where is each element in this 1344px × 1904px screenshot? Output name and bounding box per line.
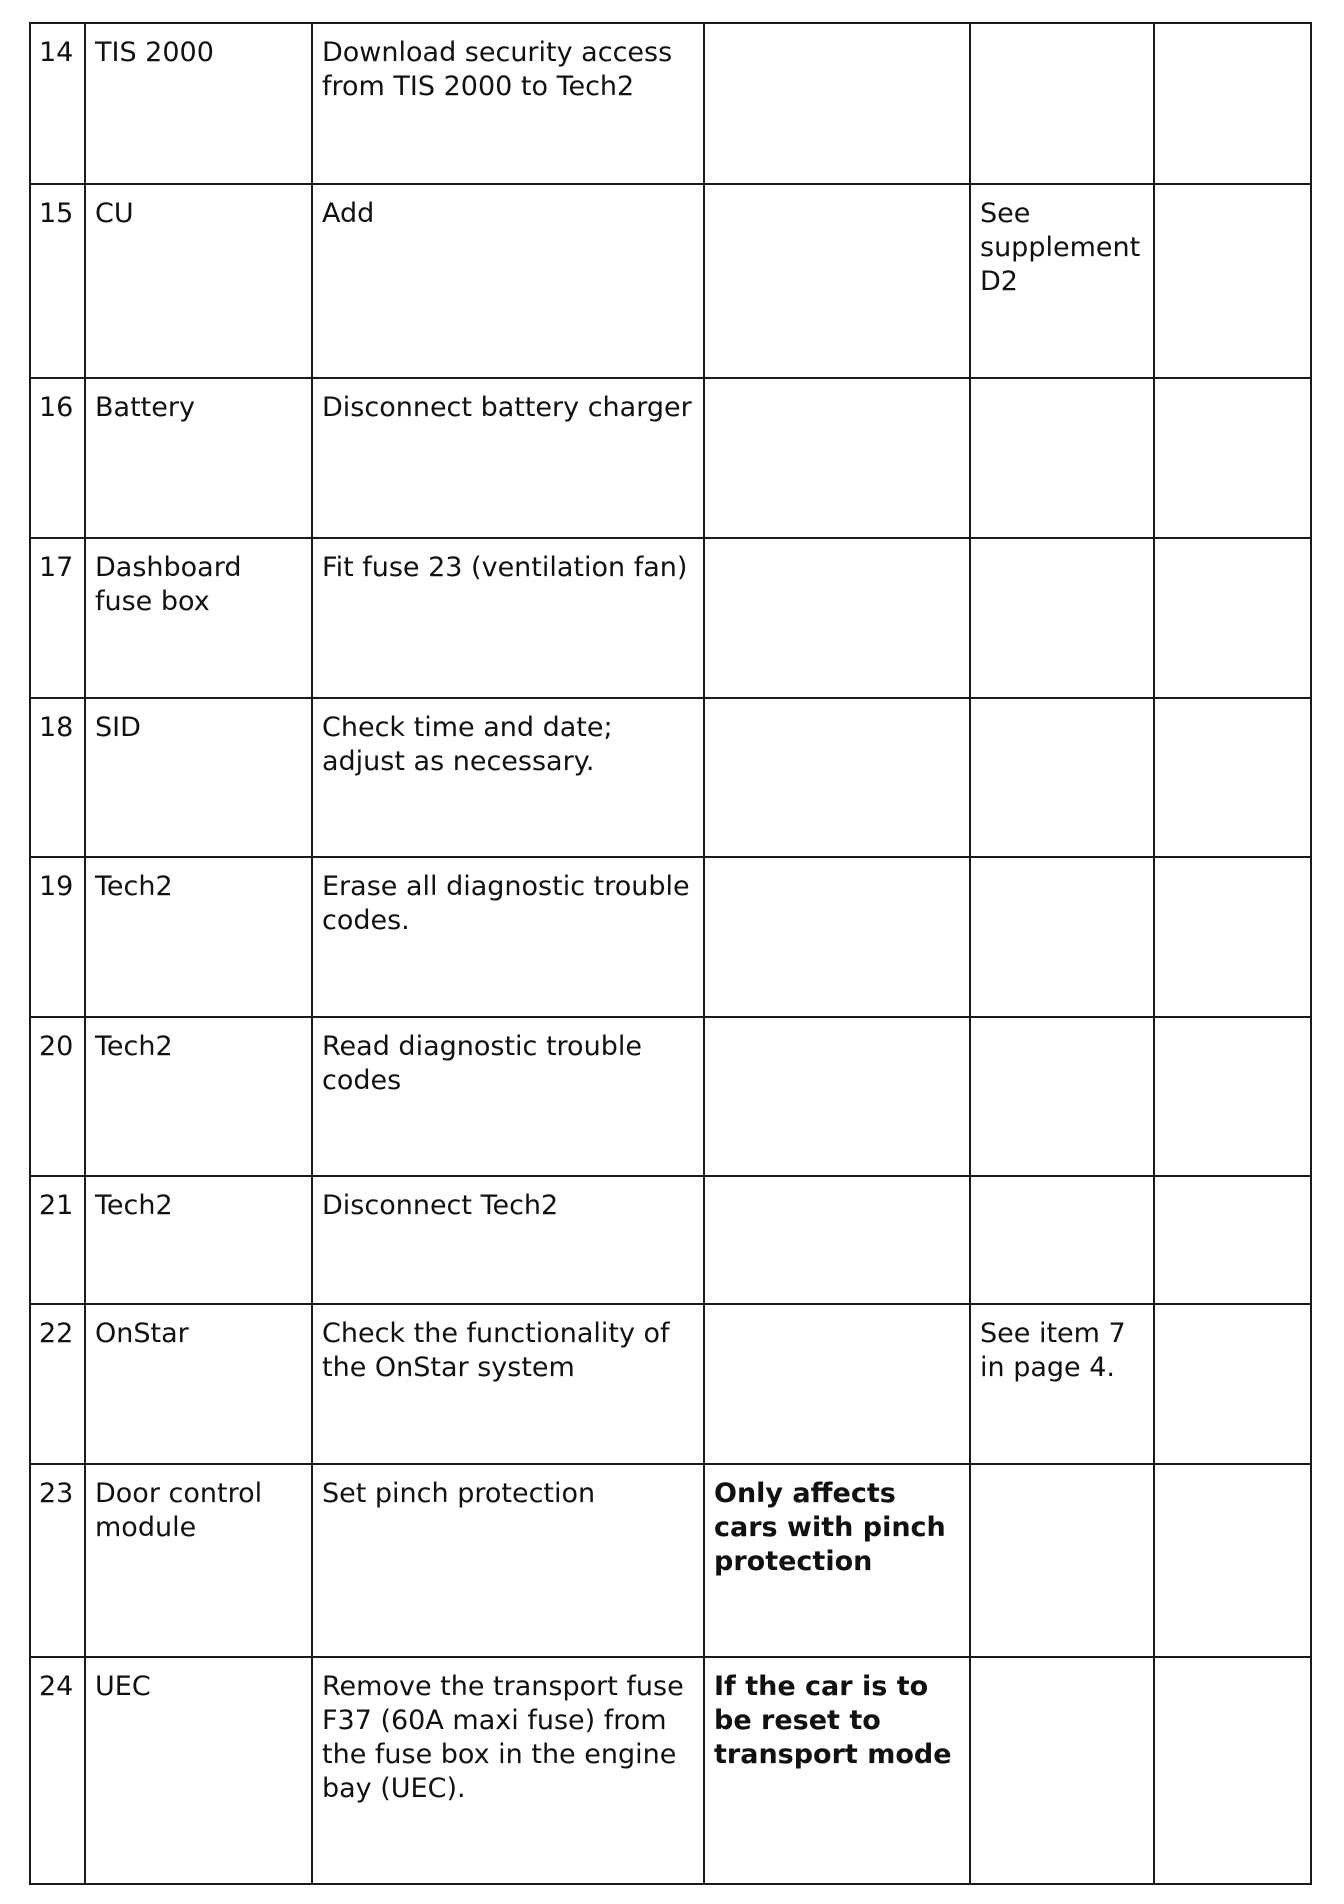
- remark-cell: [970, 23, 1154, 184]
- action-cell: Erase all diagnostic trouble codes.: [312, 857, 704, 1017]
- component-cell: Door control module: [85, 1464, 312, 1657]
- table-row: [30, 857, 1311, 1017]
- extra-cell: [1154, 1176, 1311, 1304]
- remark-cell: [970, 538, 1154, 698]
- note-cell: [704, 1017, 970, 1176]
- step-number: 17: [30, 538, 85, 698]
- step-number: 19: [30, 857, 85, 1017]
- note-cell: [704, 1304, 970, 1464]
- remark-cell: [970, 698, 1154, 857]
- component-cell: Tech2: [85, 1017, 312, 1176]
- remark-cell: [970, 378, 1154, 538]
- table-row: [30, 1304, 1311, 1464]
- extra-cell: [1154, 1017, 1311, 1176]
- component-cell: SID: [85, 698, 312, 857]
- remark-cell: [970, 1176, 1154, 1304]
- step-number: 21: [30, 1176, 85, 1304]
- remark-cell: [970, 857, 1154, 1017]
- table-row: [30, 378, 1311, 538]
- action-cell: Check the functionality of the OnStar system: [312, 1304, 704, 1464]
- extra-cell: [1154, 1464, 1311, 1657]
- action-cell: Add: [312, 184, 704, 378]
- table-row: [30, 184, 1311, 378]
- action-cell: Disconnect battery charger: [312, 378, 704, 538]
- extra-cell: [1154, 1657, 1311, 1884]
- remark-cell: [970, 1657, 1154, 1884]
- extra-cell: [1154, 857, 1311, 1017]
- table-row: [30, 538, 1311, 698]
- step-number: 22: [30, 1304, 85, 1464]
- note-cell: If the car is to be reset to transport mode: [704, 1657, 970, 1884]
- component-cell: OnStar: [85, 1304, 312, 1464]
- step-number: 15: [30, 184, 85, 378]
- table-row: [30, 698, 1311, 857]
- action-cell: Read diagnostic trouble codes: [312, 1017, 704, 1176]
- note-cell: [704, 698, 970, 857]
- step-number: 20: [30, 1017, 85, 1176]
- component-cell: UEC: [85, 1657, 312, 1884]
- step-number: 14: [30, 23, 85, 184]
- action-cell: Disconnect Tech2: [312, 1176, 704, 1304]
- action-cell: Download security access from TIS 2000 to Tech2: [312, 23, 704, 184]
- component-cell: Battery: [85, 378, 312, 538]
- remark-cell: See item 7 in page 4.: [970, 1304, 1154, 1464]
- action-cell: Set pinch protection: [312, 1464, 704, 1657]
- note-cell: [704, 184, 970, 378]
- table-row: [30, 1176, 1311, 1304]
- action-cell: Remove the transport fuse F37 (60A maxi fuse) from the fuse box in the engine bay (UEC).: [312, 1657, 704, 1884]
- procedure-table: [29, 22, 1312, 1885]
- table-row: [30, 1017, 1311, 1176]
- step-number: 23: [30, 1464, 85, 1657]
- extra-cell: [1154, 23, 1311, 184]
- extra-cell: [1154, 378, 1311, 538]
- remark-cell: See supplement D2: [970, 184, 1154, 378]
- step-number: 18: [30, 698, 85, 857]
- remark-cell: [970, 1017, 1154, 1176]
- step-number: 24: [30, 1657, 85, 1884]
- table-row: [30, 1464, 1311, 1657]
- table-row: [30, 23, 1311, 184]
- extra-cell: [1154, 698, 1311, 857]
- component-cell: TIS 2000: [85, 23, 312, 184]
- component-cell: Tech2: [85, 857, 312, 1017]
- component-cell: CU: [85, 184, 312, 378]
- note-cell: [704, 857, 970, 1017]
- note-cell: [704, 1176, 970, 1304]
- note-cell: [704, 378, 970, 538]
- extra-cell: [1154, 1304, 1311, 1464]
- action-cell: Check time and date; adjust as necessary.: [312, 698, 704, 857]
- table-row: [30, 1657, 1311, 1884]
- component-cell: Dashboard fuse box: [85, 538, 312, 698]
- note-cell: [704, 23, 970, 184]
- remark-cell: [970, 1464, 1154, 1657]
- note-cell: Only affects cars with pinch protection: [704, 1464, 970, 1657]
- extra-cell: [1154, 538, 1311, 698]
- action-cell: Fit fuse 23 (ventilation fan): [312, 538, 704, 698]
- note-cell: [704, 538, 970, 698]
- component-cell: Tech2: [85, 1176, 312, 1304]
- extra-cell: [1154, 184, 1311, 378]
- step-number: 16: [30, 378, 85, 538]
